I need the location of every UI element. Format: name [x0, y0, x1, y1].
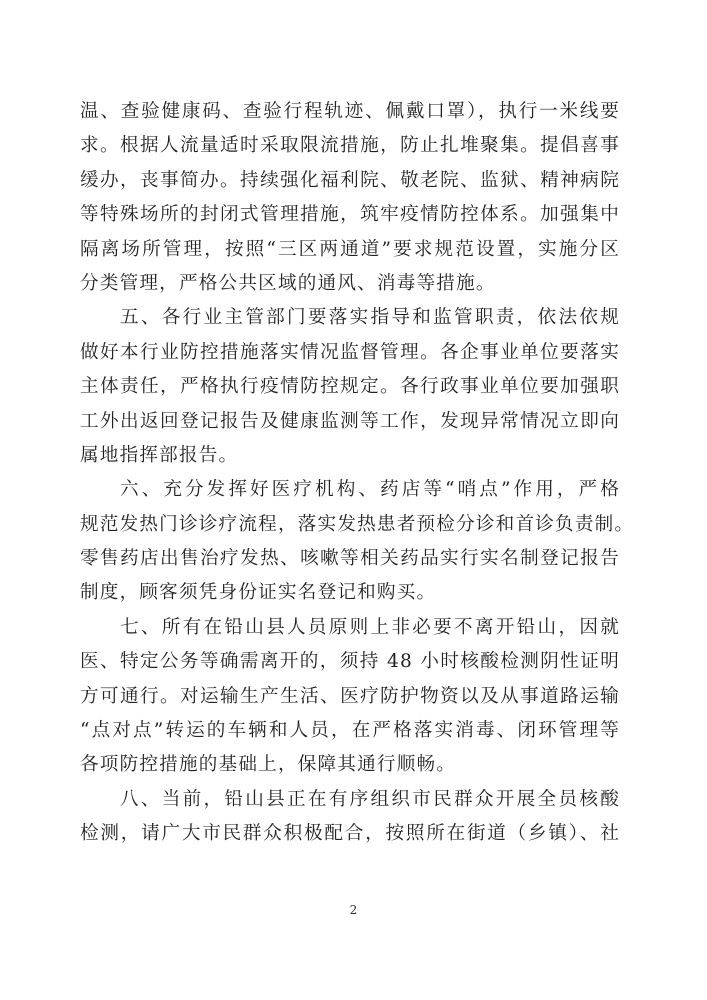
text-line: 七、所有在铅山县人员原则上非必要不离开铅山，因就 [120, 616, 620, 638]
text-line: 缓办，丧事简办。持续强化福利院、敬老院、监狱、精神病院 [80, 169, 620, 191]
text-line: 制度，顾客须凭身份证实名登记和购买。 [80, 582, 437, 604]
page-number: 2 [349, 903, 358, 917]
paragraph-seven [80, 611, 620, 783]
text-line: 做好本行业防控措施落实情况监督管理。各企事业单位要落实 [80, 341, 620, 363]
paragraph-five [80, 301, 620, 473]
text-line: 八、当前，铅山县正在有序组织市民群众开展全员核酸 [120, 788, 620, 810]
text-line: 规范发热门诊诊疗流程，落实发热患者预检分诊和首诊负责制。 [80, 513, 635, 535]
text-line: 检测，请广大市民群众积极配合，按照所在街道（乡镇）、社 [80, 823, 620, 845]
text-line: 求。根据人流量适时采取限流措施，防止扎堆聚集。提倡喜事 [80, 135, 620, 157]
text-line: 零售药店出售治疗发热、咳嗽等相关药品实行实名制登记报告 [80, 548, 620, 570]
text-line: 温、查验健康码、查验行程轨迹、佩戴口罩），执行一米线要 [80, 101, 620, 122]
text-line: 医、特定公务等确需离开的，须持 48 小时核酸检测阴性证明 [80, 651, 620, 673]
text-line: 隔离场所管理，按照“三区两通道”要求规范设置，实施分区 [80, 238, 620, 260]
text-line: 属地指挥部报告。 [80, 444, 239, 466]
paragraph-six [80, 473, 635, 611]
text-line: 工外出返回登记报告及健康监测等工作，发现异常情况立即向 [80, 410, 620, 432]
text-line: 五、各行业主管部门要落实指导和监管职责，依法依规 [120, 307, 620, 329]
text-line: 主体责任，严格执行疫情防控规定。各行政事业单位要加强职 [80, 376, 620, 398]
text-line: “点对点”转运的车辆和人员，在严格落实消毒、闭环管理等 [80, 720, 620, 742]
text-line: 等特殊场所的封闭式管理措施，筑牢疫情防控体系。加强集中 [80, 204, 620, 226]
text-line: 分类管理，严格公共区域的通风、消毒等措施。 [80, 272, 496, 294]
text-line: 各项防控措施的基础上，保障其通行顺畅。 [80, 754, 457, 776]
paragraph-eight [80, 783, 620, 852]
text-line: 六、充分发挥好医疗机构、药店等“哨点”作用，严格 [120, 479, 620, 501]
document-body [80, 95, 635, 852]
paragraph-continued [80, 95, 620, 301]
text-line: 方可通行。对运输生产生活、医疗防护物资以及从事道路运输 [80, 685, 620, 707]
